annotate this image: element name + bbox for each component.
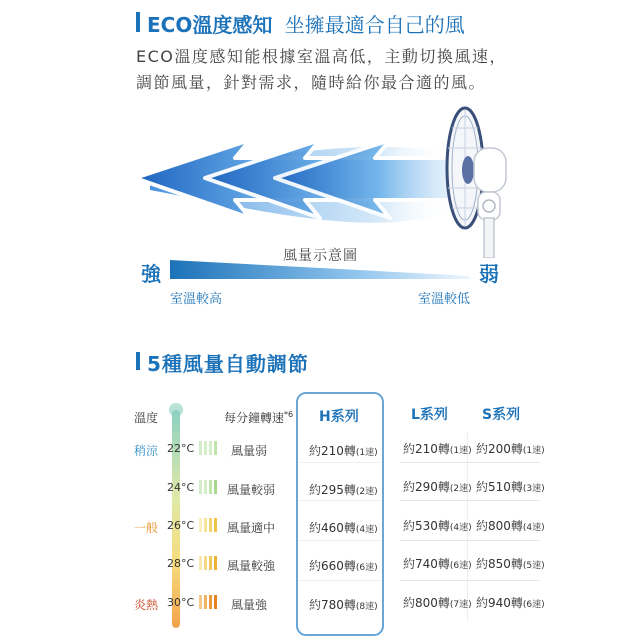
l-speed-22 (403, 440, 472, 457)
h-speed-value: 約210轉 (309, 444, 356, 458)
h-speed-value: 約295轉 (309, 483, 356, 497)
temp-24: 24°C (167, 481, 195, 494)
h-speed-value: 約460轉 (309, 521, 356, 535)
eco-title (147, 9, 465, 38)
s-speed-value: 約940轉 (476, 596, 523, 610)
h-speed-note: (8速) (355, 602, 378, 612)
l-speed-28 (403, 555, 472, 572)
row-separator (300, 540, 380, 541)
row-separator (400, 462, 540, 463)
h-speed-note: (4速) (355, 525, 378, 535)
l-speed-value: 約740轉 (403, 557, 450, 571)
level-fairly-weak: 風量較弱 (227, 483, 276, 497)
temp-26: 26°C (167, 519, 195, 532)
wind-level-icon (199, 480, 217, 494)
strong-label: 強 (141, 262, 161, 286)
l-speed-value: 約530轉 (403, 519, 450, 533)
level-weak: 風量弱 (231, 444, 268, 458)
l-speed-value: 約800轉 (403, 596, 450, 610)
l-speed-value: 約210轉 (403, 442, 450, 456)
h-speed-24 (309, 481, 378, 498)
high-temp-label: 室溫較高 (170, 292, 223, 307)
s-speed-value: 約800轉 (476, 519, 523, 533)
row-separator (300, 462, 380, 463)
zone-label-hot: 炎熱 (134, 598, 159, 612)
l-speed-note: (7速) (449, 600, 472, 610)
temp-28: 28°C (167, 557, 195, 570)
s-speed-note: (3速) (522, 484, 545, 494)
s-speed-note: (4速) (522, 523, 545, 533)
level-strong: 風量強 (231, 598, 268, 612)
s-speed-22 (476, 440, 545, 457)
series-h-header: H系列 (319, 409, 359, 425)
l-speed-30 (403, 594, 472, 611)
h-speed-22 (309, 442, 378, 459)
section-marker (136, 12, 140, 32)
h-speed-note: (2速) (355, 487, 378, 497)
h-speed-value: 約660轉 (309, 559, 356, 573)
s-speed-value: 約200轉 (476, 442, 523, 456)
s-speed-value: 約510轉 (476, 480, 523, 494)
l-speed-note: (6速) (449, 561, 472, 571)
row-separator (400, 540, 540, 541)
s-speed-note: (6速) (522, 600, 545, 610)
eco-desc-line1: ECO溫度感知能根據室溫高低，主動切換風速， (136, 47, 507, 66)
s-speed-24 (476, 478, 545, 495)
airflow-arrows (0, 100, 640, 340)
series-l-header: L系列 (411, 407, 448, 423)
l-speed-note: (4速) (449, 523, 472, 533)
row-separator (400, 580, 540, 581)
header-speed-label: 每分鐘轉速 (224, 411, 285, 425)
wind-level-icon (199, 441, 217, 455)
h-speed-note: (6速) (355, 563, 378, 573)
diagram-title: 風量示意圖 (283, 248, 358, 264)
speeds-title: 5種風量自動調節 (147, 352, 309, 376)
s-speed-26 (476, 517, 545, 534)
wind-level-icon (199, 595, 217, 609)
header-temp: 溫度 (134, 411, 159, 425)
row-separator (300, 580, 380, 581)
l-speed-26 (403, 517, 472, 534)
wind-level-icon (199, 518, 217, 532)
eco-title-strong: ECO溫度感知 (147, 13, 273, 37)
s-speed-28 (476, 555, 545, 572)
zone-label-normal: 一般 (134, 521, 159, 535)
h-speed-value: 約780轉 (309, 598, 356, 612)
s-speed-30 (476, 594, 545, 611)
h-speed-26 (309, 519, 378, 536)
h-speed-30 (309, 596, 378, 613)
header-speed-note: *6 (284, 410, 294, 419)
l-speed-note: (1速) (449, 446, 472, 456)
s-speed-note: (1速) (522, 446, 545, 456)
wind-level-icon (199, 556, 217, 570)
s-speed-value: 約850轉 (476, 557, 523, 571)
level-moderate: 風量適中 (227, 521, 276, 535)
h-speed-note: (1速) (355, 448, 378, 458)
zone-label-cool: 稍涼 (134, 444, 159, 458)
series-s-header: S系列 (482, 407, 521, 423)
fan-icon (430, 98, 540, 258)
weak-label: 弱 (479, 262, 499, 286)
low-temp-label: 室溫較低 (418, 292, 471, 307)
l-speed-value: 約290轉 (403, 480, 450, 494)
temp-22: 22°C (167, 442, 195, 455)
section-marker (136, 352, 140, 370)
l-speed-note: (2速) (449, 484, 472, 494)
row-separator (300, 500, 380, 501)
temp-30: 30°C (167, 596, 195, 609)
eco-title-sub: 坐擁最適合自己的風 (284, 13, 465, 37)
eco-desc-line2: 調節風量，針對需求，隨時給你最合適的風。 (136, 73, 487, 92)
wind-scale-wedge (170, 260, 470, 280)
h-speed-28 (309, 557, 378, 574)
level-fairly-strong: 風量較強 (227, 559, 276, 573)
header-speed (224, 409, 293, 426)
row-separator (400, 500, 540, 501)
l-speed-24 (403, 478, 472, 495)
s-speed-note: (5速) (522, 561, 545, 571)
